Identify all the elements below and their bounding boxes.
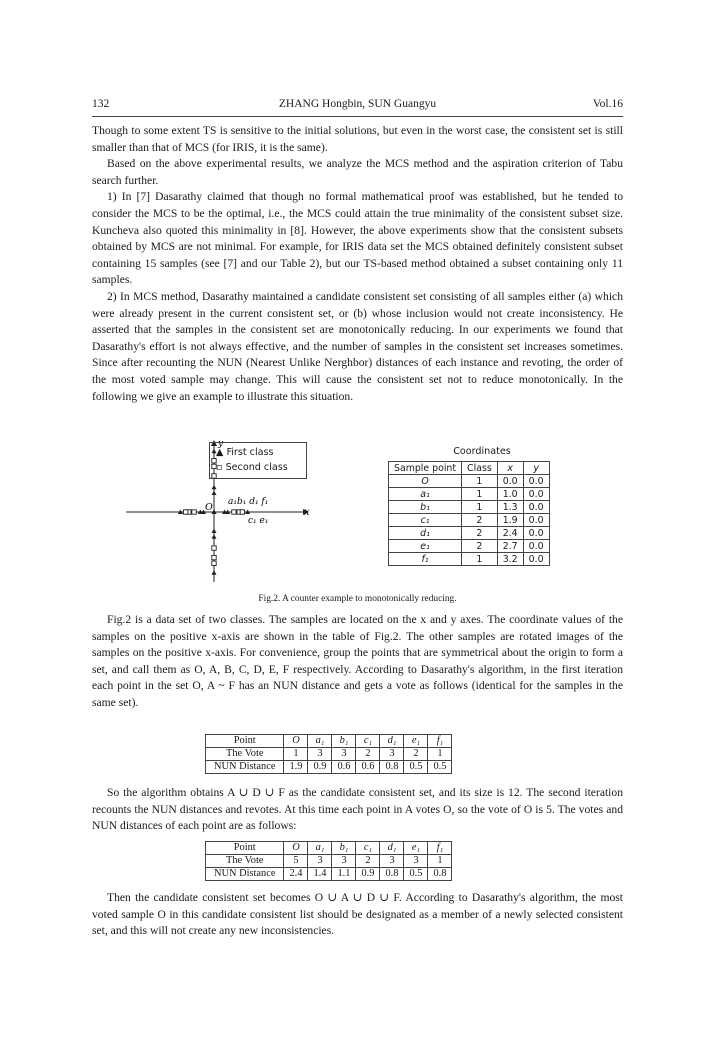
vote-table-row (206, 868, 452, 881)
coordinates-header-cell: Class (462, 462, 498, 475)
vote-table-row (206, 855, 452, 868)
coordinates-row (389, 501, 550, 514)
vote-table-row (206, 842, 452, 855)
paragraph: 2) In MCS method, Dasarathy maintained a candidate consistent set consisting of all samples either (a) which were already present in the current consistent set, or (b) whose inclusion would not create inconsistency. He asserted that the samples in the consistent set are monotonically reducing. In our experiments we found that Dasarathy's effort is not always effective, and the number of samples in the consistent set increases sometimes. Since after recounting the NUN (Nearest Unlike Nerghbor) distances of each instance and revoting, the order of the most voted sample may change. This will cause the consistent set not to reduce monotonically. In the following we give an example to illustrate this situation. (92, 289, 623, 403)
vote-table-cell: NUN Distance (206, 868, 284, 881)
first-class-point (212, 491, 217, 496)
coordinates-cell: 0.0 (523, 501, 549, 514)
second-class-point (212, 561, 216, 565)
second-class-point (240, 510, 244, 514)
coordinates-header-cell: x (497, 462, 523, 475)
vote-table-row (206, 761, 452, 774)
vote-table-cell: c₁ (356, 842, 380, 855)
coordinates-cell: 2.4 (497, 527, 523, 540)
coordinates-row (389, 475, 550, 488)
vote-table-cell: e₁ (404, 842, 428, 855)
vote-table-cell: b₁ (332, 735, 356, 748)
vote-table-cell: 3 (380, 855, 404, 868)
coordinates-cell: 0.0 (523, 527, 549, 540)
header-rule (92, 116, 623, 117)
legend-item-second: ▫ Second class (216, 462, 288, 473)
y-axis-label: y (218, 440, 224, 449)
coordinates-cell: 1.9 (497, 514, 523, 527)
coordinates-cell: c₁ (389, 514, 462, 527)
vote-table-cell: 0.6 (332, 761, 356, 774)
coordinates-header-cell: y (523, 462, 549, 475)
vote-table-cell: 0.8 (380, 868, 404, 881)
vote-table-cell: The Vote (206, 748, 284, 761)
point-labels-upper: a₁b₁ d₁ f₁ (228, 497, 269, 507)
coordinates-table (388, 461, 550, 566)
coordinates-cell: 1.3 (497, 501, 523, 514)
paragraph: 1) In [7] Dasarathy claimed that though no formal mathematical proof was established, but he tended to consider the MCS to be the optimal, i.e., the MCS could attain the true minimality of the consistent subset size. Kuncheva also quoted this minimality in [8]. However, the above experiments show that the consistent subsets obtained by MCS are not minimal. For example, for IRIS data set the MCS obtained definitely consistent subset containing 15 samples (see [7] and our Table 2), but our TS-based method obtained a subset containing only 11 samples. (92, 190, 623, 287)
coordinates-cell: a₁ (389, 488, 462, 501)
coordinates-cell: 0.0 (523, 475, 549, 488)
coordinates-cell: 1 (462, 501, 498, 514)
text-block-bottom (92, 890, 623, 940)
vote-table-cell: 1.1 (332, 868, 356, 881)
coordinates-cell: 0.0 (523, 514, 549, 527)
vote-table-cell: 3 (332, 748, 356, 761)
vote-table-cell: d₁ (380, 735, 404, 748)
coordinates-cell: e₁ (389, 540, 462, 553)
vote-table-row (206, 748, 452, 761)
vote-table-cell: Point (206, 735, 284, 748)
paragraph: Based on the above experimental results, we analyze the MCS method and the aspiration criterion of Tabu search further. (92, 157, 623, 187)
vote-table-cell: 0.6 (356, 761, 380, 774)
vote-table-cell: a₁ (308, 735, 332, 748)
first-class-point (212, 534, 217, 539)
coordinates-cell: d₁ (389, 527, 462, 540)
figure-2 (108, 440, 628, 590)
vote-table-cell: 1 (428, 748, 452, 761)
coordinates-cell: b₁ (389, 501, 462, 514)
paragraph: Fig.2 is a data set of two classes. The samples are located on the x and y axes. The coordinate values of the samples on the positive x-axis are shown in the table of Fig.2. The other samples are rotated images of the samples on the positive x-axis. For convenience, group the points that are symmetrical about the origin to form a set, and call them as O, A, B, C, D, E, F respectively. According to Dasarathy's algorithm, in the first iteration each point in the set O, A ~ F has an NUN distance and gets a vote as follows (identical for the samples in the same set). (92, 613, 623, 709)
vote-table-cell: Point (206, 842, 284, 855)
vote-table-cell: 5 (284, 855, 308, 868)
origin-label: O (205, 502, 213, 513)
vote-table-2 (205, 841, 452, 881)
vote-table-cell: 3 (308, 855, 332, 868)
vote-table-cell: O (284, 842, 308, 855)
second-class-point (232, 510, 236, 514)
page-number: 132 (92, 98, 110, 110)
coordinates-header-row (389, 462, 550, 475)
vote-table-cell: 0.5 (428, 761, 452, 774)
coordinates-cell: 2 (462, 514, 498, 527)
second-class-point (183, 510, 187, 514)
first-class-point (212, 570, 217, 575)
vote-table-cell: 2 (404, 748, 428, 761)
vote-table-cell: 0.9 (356, 868, 380, 881)
coordinates-cell: 2 (462, 527, 498, 540)
coordinates-cell: 2.7 (497, 540, 523, 553)
figure-caption: Fig.2. A counter example to monotonically reducing. (258, 594, 457, 604)
second-class-point (212, 546, 216, 550)
coordinates-row (389, 527, 550, 540)
vote-table-cell: 0.5 (404, 868, 428, 881)
legend (209, 442, 307, 479)
vote-table-row (206, 735, 452, 748)
text-block-fig-description (92, 612, 623, 712)
first-class-point (212, 529, 217, 534)
vote-table-1 (205, 734, 452, 774)
coordinates-cell: 2 (462, 540, 498, 553)
vote-table-cell: 1 (284, 748, 308, 761)
coordinates-row (389, 540, 550, 553)
vote-table-cell: 2 (356, 748, 380, 761)
paragraph: Though to some extent TS is sensitive to the initial solutions, but even in the worst case, the consistent set is still smaller than that of MCS (for IRIS, it is the same). (92, 124, 623, 154)
vote-table-cell: 0.5 (404, 761, 428, 774)
vote-table-cell: O (284, 735, 308, 748)
vote-table-cell: 1.9 (284, 761, 308, 774)
vote-table-cell: 2 (356, 855, 380, 868)
text-block-top (92, 123, 623, 405)
vote-table-cell: 3 (332, 855, 356, 868)
legend-item-first: ▲ First class (216, 447, 274, 458)
coordinates-cell: 3.2 (497, 553, 523, 566)
coordinates-row (389, 488, 550, 501)
second-class-point (212, 555, 216, 559)
vote-table-cell: f₁ (428, 735, 452, 748)
vote-table-cell: 3 (380, 748, 404, 761)
coordinates-cell: 0.0 (523, 540, 549, 553)
second-class-point (192, 510, 196, 514)
vote-table-cell: 3 (404, 855, 428, 868)
vote-table-cell: 0.9 (308, 761, 332, 774)
vote-table-cell: a₁ (308, 842, 332, 855)
coordinates-cell: 1 (462, 475, 498, 488)
vote-table-cell: b₁ (332, 842, 356, 855)
vote-table-cell: 1 (428, 855, 452, 868)
coordinates-cell: f₁ (389, 553, 462, 566)
coordinates-cell: 1 (462, 488, 498, 501)
coordinates-header-cell: Sample point (389, 462, 462, 475)
first-class-point (212, 485, 217, 490)
vote-table-cell: 3 (308, 748, 332, 761)
running-header (92, 98, 623, 114)
coordinates-row (389, 553, 550, 566)
vote-table-cell: c₁ (356, 735, 380, 748)
vote-table-cell: d₁ (380, 842, 404, 855)
paragraph: Then the candidate consistent set becomes O ∪ A ∪ D ∪ F. According to Dasarathy's algorithm, the most voted sample O in this candidate consistent list should be designated as a member of a newly selected consistent set, and this will not create any new inconsistencies. (92, 891, 623, 938)
vote-table-cell: 2.4 (284, 868, 308, 881)
coordinates-cell: 0.0 (497, 475, 523, 488)
coordinates-cell: 0.0 (523, 488, 549, 501)
volume-label: Vol.16 (592, 98, 623, 110)
vote-table-cell: e₁ (404, 735, 428, 748)
coordinates-cell: O (389, 475, 462, 488)
vote-table-cell: 0.8 (428, 868, 452, 881)
text-block-middle (92, 785, 623, 835)
vote-table-cell: NUN Distance (206, 761, 284, 774)
coordinates-cell: 1.0 (497, 488, 523, 501)
vote-table-cell: The Vote (206, 855, 284, 868)
paragraph: So the algorithm obtains A ∪ D ∪ F as the candidate consistent set, and its size is 12. The second iteration recounts the NUN distances and revotes. At this time each point in A votes O, so the vote of O is 5. The votes and NUN distances of each point are as follows: (92, 786, 623, 833)
running-title: ZHANG Hongbin, SUN Guangyu (278, 98, 437, 110)
x-axis-label: x (304, 507, 310, 518)
vote-table-cell: 0.8 (380, 761, 404, 774)
coordinates-caption: Coordinates (453, 446, 511, 457)
coordinates-cell: 0.0 (523, 553, 549, 566)
vote-table-cell: 1.4 (308, 868, 332, 881)
vote-table-cell: f₁ (428, 842, 452, 855)
coordinates-cell: 1 (462, 553, 498, 566)
point-labels-lower: c₁ e₁ (248, 516, 269, 526)
coordinates-row (389, 514, 550, 527)
